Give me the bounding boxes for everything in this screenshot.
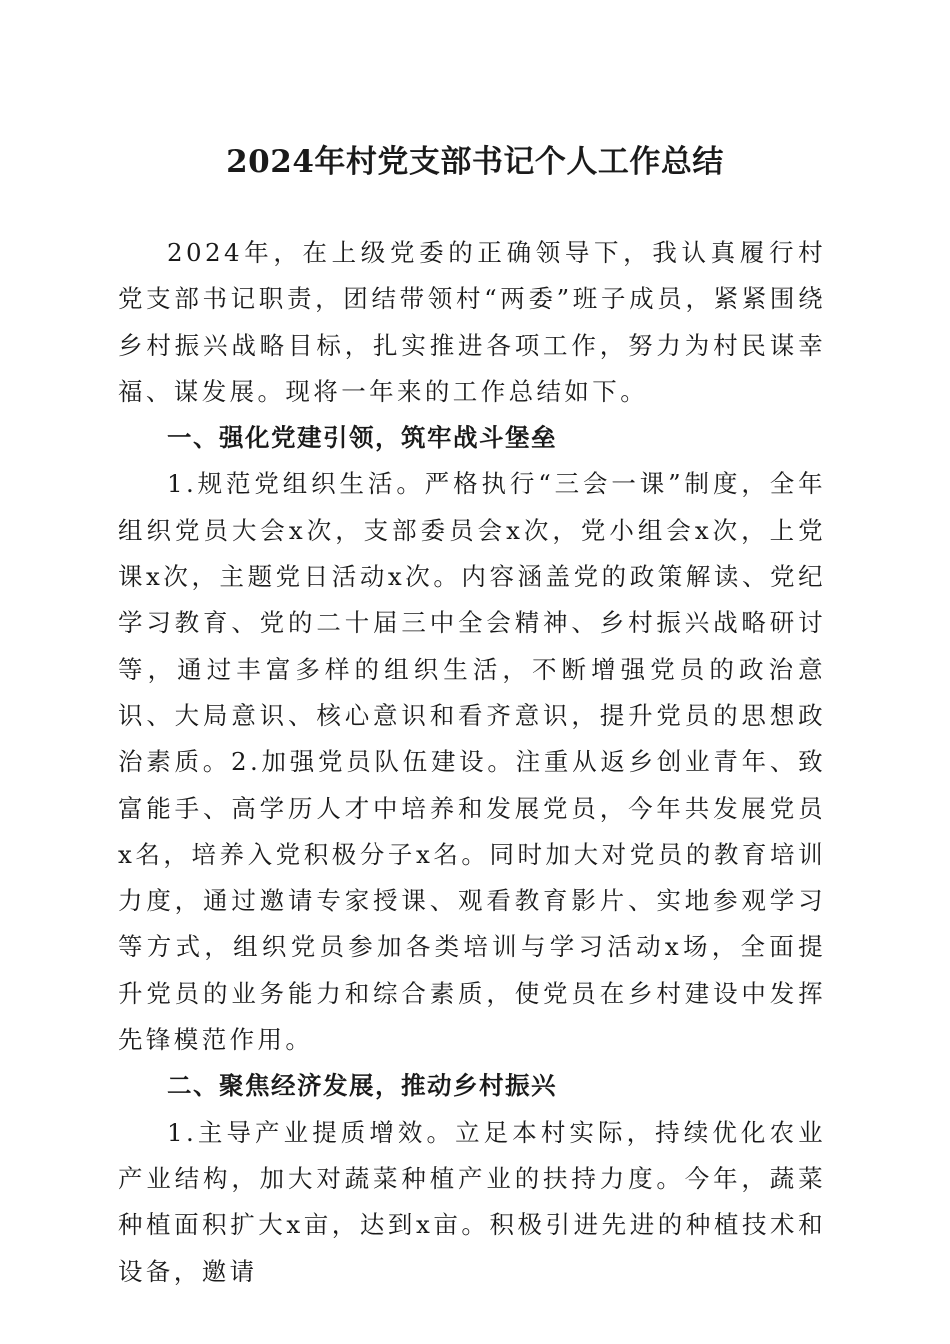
section-heading-2: 二、聚焦经济发展，推动乡村振兴 <box>167 1071 557 1101</box>
document-title: 2024年村党支部书记个人工作总结 <box>226 144 724 180</box>
section-heading-1: 一、强化党建引领，筑牢战斗堡垒 <box>167 423 557 453</box>
document-body <box>118 230 826 1295</box>
section-paragraph-2: 1.主导产业提质增效。立足本村实际，持续优化农业产业结构，加大对蔬菜种植产业的扶持力度。今年，蔬菜种植面积扩大x亩，达到x亩。积极引进先进的种植技术和设备，邀请 <box>118 1117 826 1286</box>
section-paragraph-1: 1.规范党组织生活。严格执行“三会一课”制度，全年组织党员大会x次，支部委员会x次，党小组会x次，上党课x次，主题党日活动x次。内容涵盖党的政策解读、党纪学习教育、党的二十届三中全会精神、乡村振兴战略研讨等，通过丰富多样的组织生活，不断增强党员的政治意识、大局意识、核心意识和看齐意识，提升党员的思想政治素质。2.加强党员队伍建设。注重从返乡创业青年、致富能手、高学历人才中培养和发展党员，今年共发展党员x名，培养入党积极分子x名。同时加大对党员的教育培训力度，通过邀请专家授课、观看教育影片、实地参观学习等方式，组织党员参加各类培训与学习活动x场，全面提升党员的业务能力和综合素质，使党员在乡村建设中发挥先锋模范作用。 <box>118 469 826 1055</box>
intro-paragraph: 2024年，在上级党委的正确领导下，我认真履行村党支部书记职责，团结带领村“两委”班子成员，紧紧围绕乡村振兴战略目标，扎实推进各项工作，努力为村民谋幸福、谋发展。现将一年来的工作总结如下。 <box>118 238 826 406</box>
